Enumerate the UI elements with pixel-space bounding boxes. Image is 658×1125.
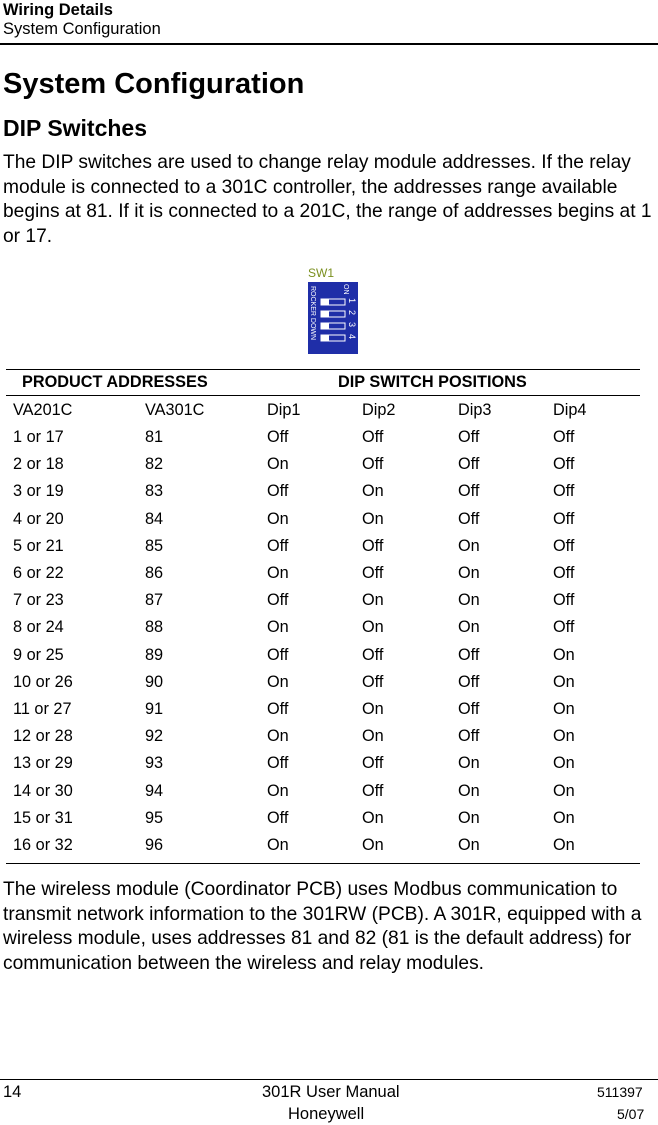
table-cell: 86 — [145, 564, 164, 582]
table-cell: Off — [458, 727, 480, 746]
page-title: System Configuration — [3, 68, 305, 100]
table-cell: 9 or 25 — [13, 645, 64, 664]
table-cell: Off — [362, 536, 384, 555]
running-header-section: Wiring Details — [3, 1, 113, 19]
dip-rocker-text: ROCKER DOWN — [309, 286, 316, 341]
table-cell: Off — [458, 482, 480, 501]
table-cell: On — [458, 754, 480, 773]
table-cell: On — [458, 618, 480, 637]
table-cell: 95 — [145, 808, 164, 827]
company-name: Honeywell — [288, 1105, 365, 1123]
table-cell: 89 — [145, 645, 164, 664]
table-cell: Off — [362, 564, 384, 582]
table-header-rule — [6, 395, 640, 396]
table-cell: 91 — [145, 700, 164, 718]
table-cell: Off — [458, 700, 480, 718]
table-cell: 3 or 19 — [13, 482, 64, 501]
page-number: 14 — [3, 1083, 22, 1101]
table-cell: 7 or 23 — [13, 591, 64, 610]
table-cell: 90 — [145, 672, 164, 691]
table-cell: 4 or 20 — [13, 509, 64, 528]
table-cell: 94 — [145, 781, 164, 800]
dip-on-text: ON — [342, 284, 349, 295]
table-cell: Off — [458, 645, 480, 664]
footer-rule — [0, 1079, 658, 1080]
table-cell: On — [362, 618, 384, 637]
column-header: Dip3 — [458, 401, 492, 419]
table-cell: 85 — [145, 536, 164, 555]
intro-paragraph: The DIP switches are used to change relay module addresses. If the relay module is connected to a 301C controller, the addresses range available begins at 81. If it is connected to a 201C, the range of addresses begins at 1 or 17. — [3, 152, 652, 247]
dip-number-label: 2 — [347, 310, 357, 316]
table-cell: On — [362, 836, 384, 854]
table-cell: 83 — [145, 482, 164, 501]
revision-date: 5/07 — [617, 1106, 645, 1122]
header-rule — [0, 43, 658, 45]
running-header-subsection: System Configuration — [3, 20, 161, 38]
table-cell: On — [553, 808, 575, 827]
table-cell: On — [553, 754, 575, 773]
dip-number-label: 3 — [347, 322, 357, 328]
table-cell: 81 — [145, 428, 164, 446]
table-cell: On — [362, 727, 384, 746]
table-cell: Off — [553, 618, 575, 637]
table-cell: On — [267, 836, 289, 854]
table-cell: Off — [267, 754, 289, 773]
table-cell: On — [458, 591, 480, 610]
table-cell: 16 or 32 — [13, 836, 73, 854]
table-cell: On — [267, 672, 289, 691]
table-cell: On — [362, 700, 384, 718]
table-cell: On — [553, 700, 575, 718]
table-cell: 84 — [145, 509, 164, 528]
table-cell: Off — [553, 509, 575, 528]
table-cell: Off — [553, 564, 575, 582]
table-cell: 87 — [145, 591, 164, 610]
table-cell: On — [458, 564, 480, 582]
table-cell: Off — [267, 808, 289, 827]
document-number: 511397 — [597, 1084, 643, 1100]
table-cell: On — [553, 727, 575, 746]
table-cell: On — [267, 455, 289, 474]
table-cell: Off — [362, 428, 384, 446]
table-cell: 93 — [145, 754, 164, 773]
table-cell: Off — [458, 428, 480, 446]
column-header: VA301C — [145, 401, 205, 419]
table-cell: Off — [362, 781, 384, 800]
wireless-paragraph: The wireless module (Coordinator PCB) uses Modbus communication to transmit network information to the 301RW (PCB). A 301R, equipped with a wireless module, uses addresses 81 and 82 (81 is the default address) for communication between the wireless and relay modules. — [3, 879, 642, 974]
table-cell: On — [362, 482, 384, 501]
table-cell: Off — [267, 645, 289, 664]
table-cell: 2 or 18 — [13, 455, 64, 474]
table-cell: 5 or 21 — [13, 536, 64, 555]
table-cell: On — [362, 509, 384, 528]
table-cell: On — [458, 808, 480, 827]
table-cell: On — [458, 536, 480, 555]
table-cell: Off — [553, 591, 575, 610]
table-cell: Off — [267, 428, 289, 446]
table-cell: On — [553, 781, 575, 800]
table-cell: 88 — [145, 618, 164, 637]
dip-toggle-knob — [321, 335, 329, 341]
column-header: Dip4 — [553, 401, 587, 419]
table-cell: 12 or 28 — [13, 727, 73, 746]
dip-switch-diagram — [308, 282, 358, 354]
table-cell: On — [362, 591, 384, 610]
column-header: VA201C — [13, 401, 73, 419]
dip-number-label: 4 — [347, 334, 357, 340]
table-cell: Off — [458, 672, 480, 691]
table-cell: Off — [458, 509, 480, 528]
table-cell: Off — [458, 455, 480, 474]
dip-switch-label: SW1 — [308, 266, 335, 280]
table-cell: On — [553, 672, 575, 691]
table-cell: Off — [267, 700, 289, 718]
table-cell: Off — [553, 428, 575, 446]
column-header: Dip2 — [362, 401, 396, 419]
table-cell: Off — [362, 455, 384, 474]
group-header-product: PRODUCT ADDRESSES — [22, 373, 208, 391]
table-cell: On — [267, 564, 289, 582]
table-cell: On — [553, 645, 575, 664]
table-cell: 1 or 17 — [13, 428, 64, 446]
table-cell: On — [362, 808, 384, 827]
table-bottom-rule — [6, 863, 640, 864]
table-cell: On — [553, 836, 575, 854]
table-cell: Off — [362, 672, 384, 691]
table-cell: Off — [267, 591, 289, 610]
table-cell: 82 — [145, 455, 164, 474]
dip-number-label: 1 — [347, 298, 357, 304]
table-cell: Off — [267, 482, 289, 501]
table-cell: Off — [362, 645, 384, 664]
table-cell: Off — [553, 455, 575, 474]
table-top-rule — [6, 369, 640, 370]
table-cell: Off — [267, 536, 289, 555]
table-cell: On — [267, 618, 289, 637]
table-cell: On — [267, 727, 289, 746]
table-cell: 96 — [145, 836, 164, 854]
table-cell: Off — [553, 536, 575, 555]
table-cell: On — [458, 836, 480, 854]
table-cell: 6 or 22 — [13, 564, 64, 582]
table-cell: 11 or 27 — [13, 700, 72, 718]
group-header-dip: DIP SWITCH POSITIONS — [338, 373, 527, 391]
table-cell: 13 or 29 — [13, 754, 73, 773]
table-cell: On — [267, 781, 289, 800]
manual-title: 301R User Manual — [262, 1083, 400, 1101]
table-cell: On — [458, 781, 480, 800]
table-cell: 8 or 24 — [13, 618, 64, 637]
table-cell: 14 or 30 — [13, 781, 73, 800]
table-cell: 10 or 26 — [13, 672, 73, 691]
table-cell: Off — [553, 482, 575, 501]
dip-toggle-knob — [321, 311, 329, 317]
table-cell: 15 or 31 — [13, 808, 73, 827]
section-heading: DIP Switches — [3, 115, 148, 141]
column-header: Dip1 — [267, 401, 301, 419]
table-cell: Off — [362, 754, 384, 773]
table-cell: On — [267, 509, 289, 528]
dip-toggle-knob — [321, 299, 329, 305]
table-cell: 92 — [145, 727, 164, 746]
dip-toggle-knob — [321, 323, 329, 329]
